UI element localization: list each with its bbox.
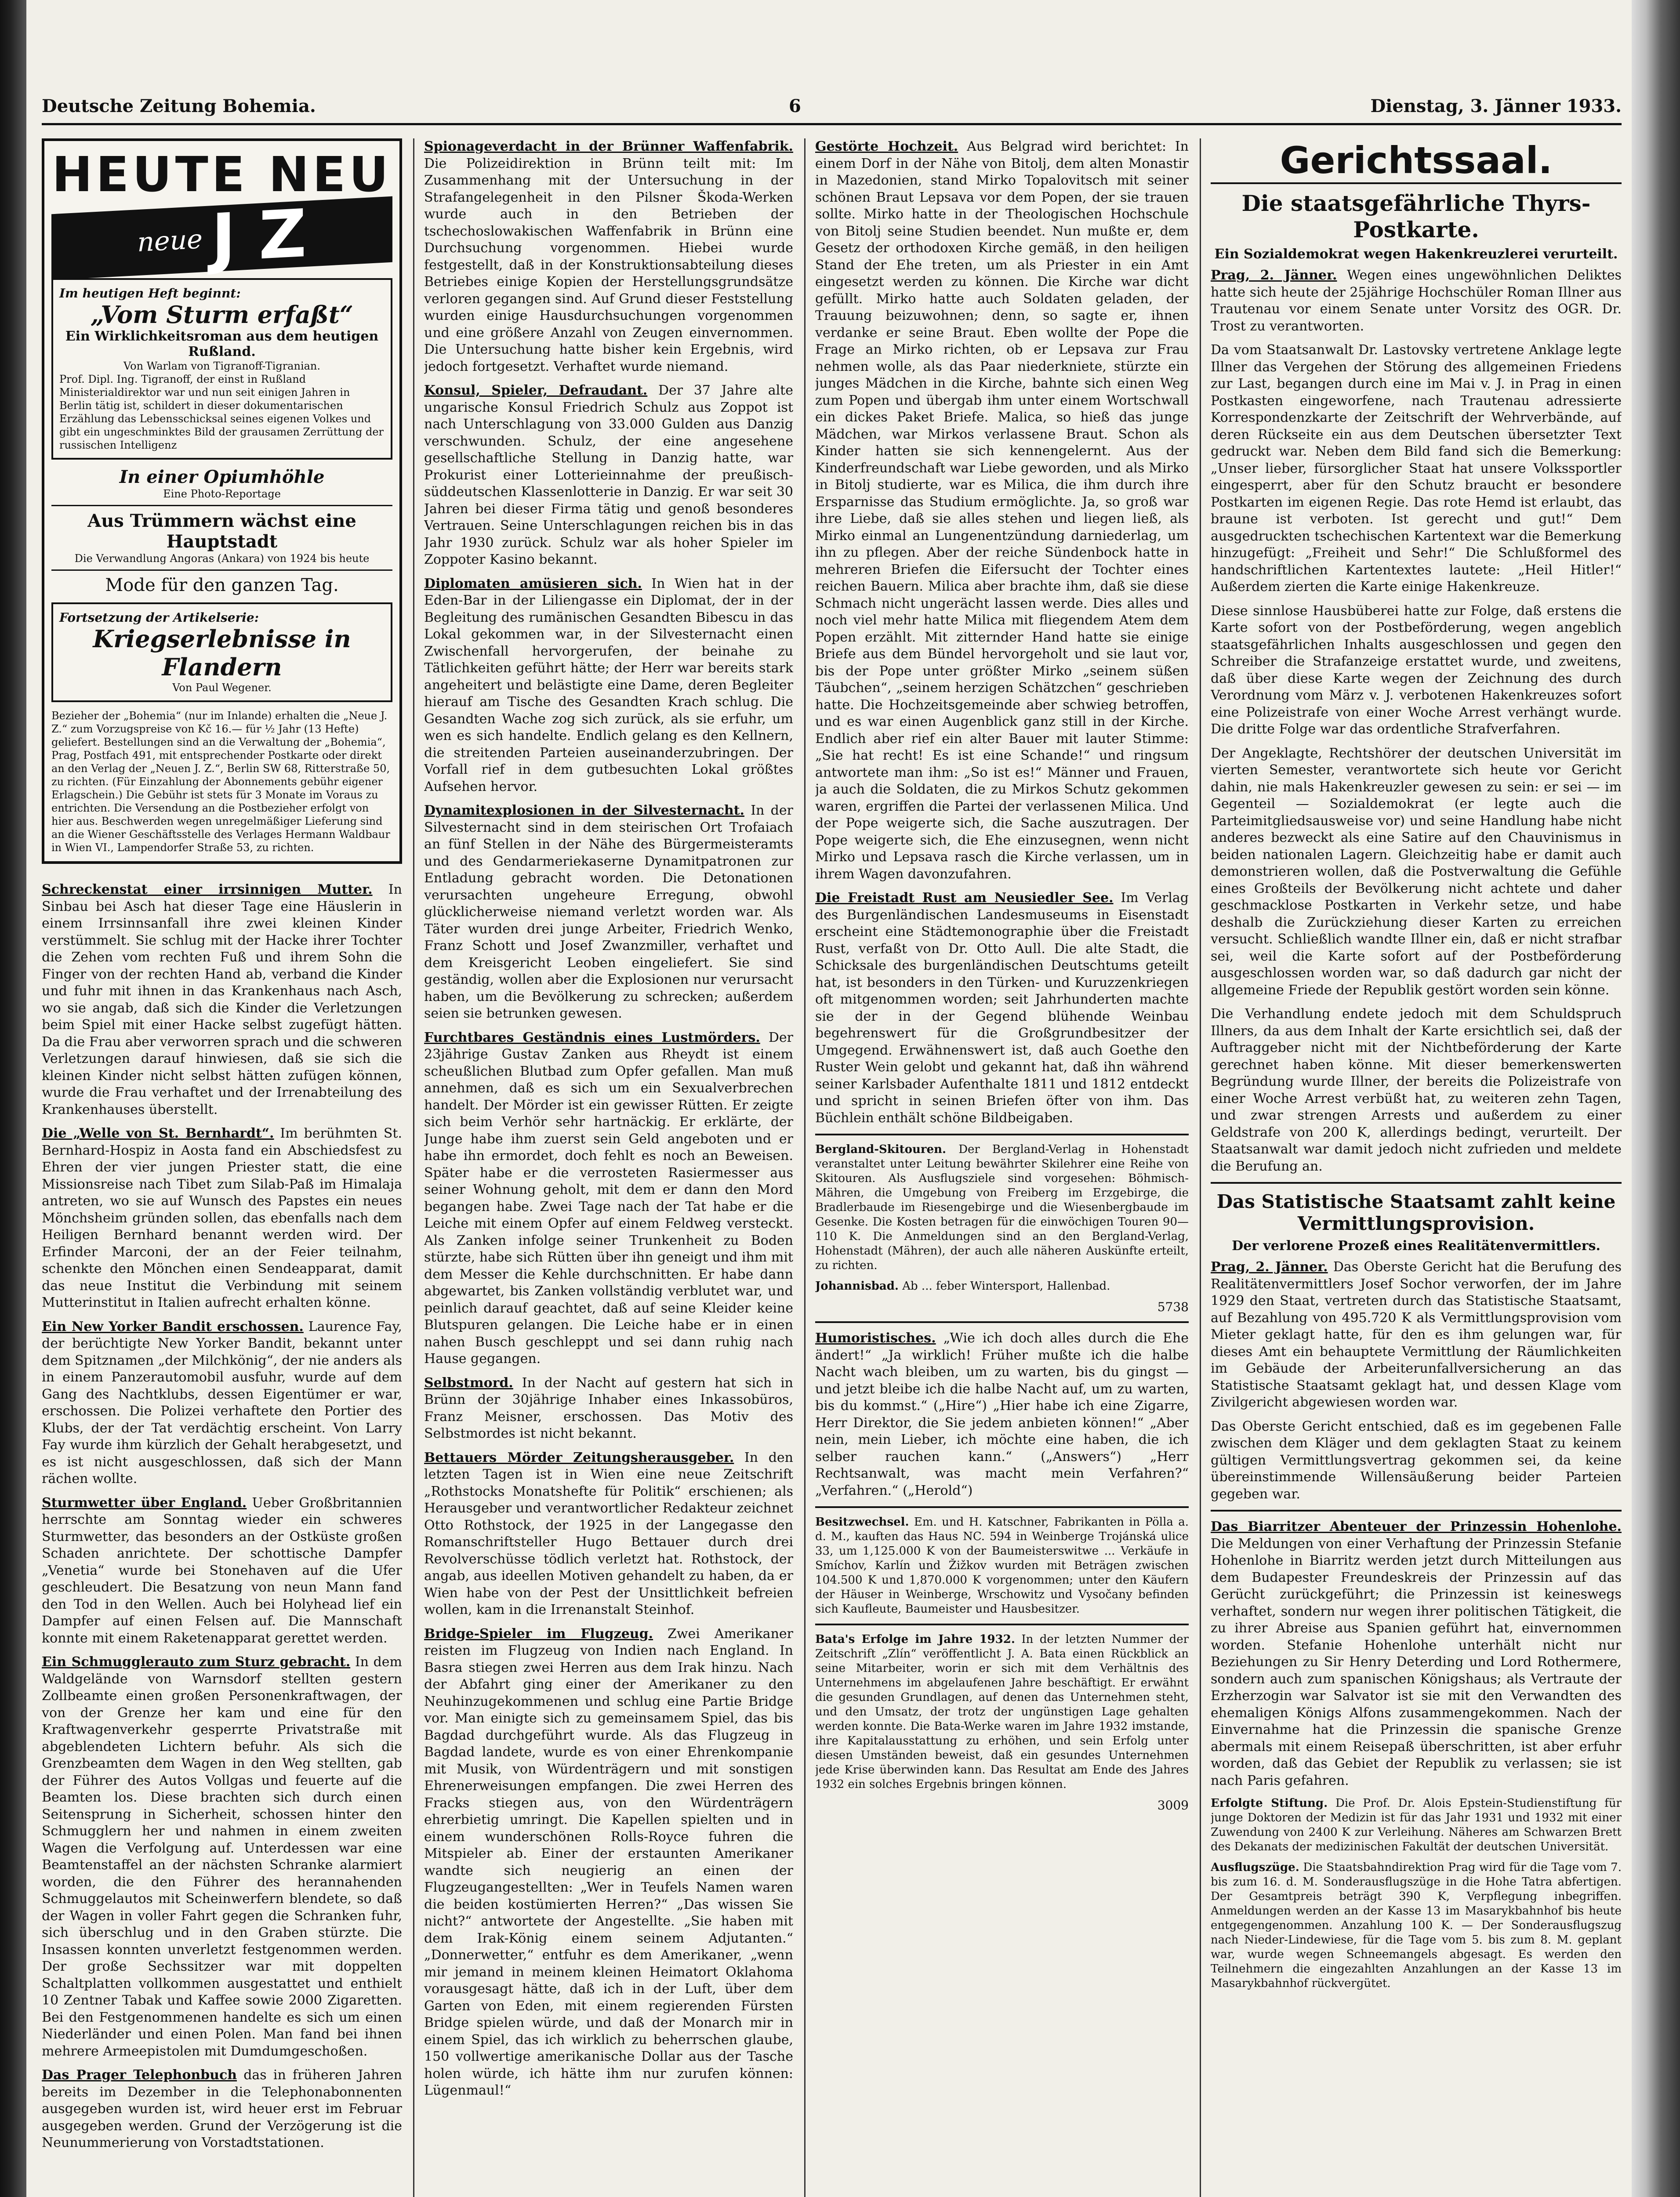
divider [815, 1506, 1189, 1508]
article: Bridge-Spieler im Flugzeug. Zwei Amerikaner reisten im Flugzeug von Indien nach England. In Basra stiegen zwei Herren aus dem Irak hinzu. Nach der Abfahrt ging einer der Amerikaner zu den Neuhinzugekommenen und schlug eine Partie Bridge vor. Man einigte sich zu gemeinsamem Spiel, das bis Bagdad durchgeführt wurde. Als das Flugzeug in Bagdad landete, wurde es von einer Ehrenkompanie mit Musik, von Würdenträgern und mit sonstigen Ehrenerweisungen empfangen. Die zwei Herren des Fracks stiegen aus, von den Würdenträgern ehrerbietig umringt. Die Kapellen spielten und in einem wunderschönen Rolls-Royce fuhren die Mitspieler ab. Einer der erstaunten Amerikaner wandte sich neugierig an einen der Flugzeugangestellten: „Wer in Teufels Namen waren die beiden kostümierten Herren?“ „Das wissen Sie nicht?“ antwortete der Angestellte. „Sie haben mit dem Irak-König einem seinem Adjutanten.“ „Donnerwetter,“ entfuhr es dem Amerikaner, „wenn mir jemand in meinem kleinen Heimatort Oklahoma vorausgesagt hätte, daß ich in der Luft, über dem Garten von Eden, mit einem regierenden Fürsten Bridge spielen würde, und daß der Monarch mir in einem Spiel, das ich wirklich zu beherrschen glaube, 150 vollwertige amerikanische Dollar aus der Tasche holen würde, ich hätte ihm nur zurufen können: Lügenmaul!“ [424, 1626, 793, 2098]
ad-code: 3009 [1157, 1798, 1189, 1813]
page-number: 6 [789, 96, 801, 116]
divider [51, 505, 392, 506]
ad-feature-title: „Vom Sturm erfaßt“ [91, 301, 353, 329]
ad-feature-subtitle: Ein Wirklichkeitsroman aus dem heutigen Rußland. [65, 329, 379, 359]
divider [815, 1134, 1189, 1135]
article: Humoristisches. „Wie ich doch alles durch die Ehe ändert!“ „Ja wirklich! Früher mußte ich die halbe Nacht wach bleiben, um zu warten, bis du gingst — und jetzt bleibe ich die halbe Nacht auf, um zu warten, bis du kommst.“ („Hire“) „Hier habe ich eine Zigarre, Herr Direktor, die Sie jedem anbieten können!“ „Aber nein, mein Lieber, ich möchte eine haben, die ich selber rauchen kann.“ („Answers“) „Herr Rechtsanwalt, was macht mein Verfahren?“ „Verfahren.“ („Herold“) [815, 1331, 1189, 1498]
notice: Besitzwechsel. Em. und H. Katschner, Fabrikanten in Pölla a. d. M., kauften das Haus NC. 594 in Weinberge Trojánská ulice 33, um 1,125.000 K von der Baumeisterswitwe ... Verkäufe in Smíchov, Karlín und Žižkov wurden mit Beträgen zwischen 104.500 K und 1,870.000 K vorgenommen; unter den Käufern der Häuser in Weinberge, Wrschowitz und Vysočany befinden sich Kaufleute, Baumeister und Hausbesitzer. [815, 1515, 1189, 1616]
notice: Ausflugszüge. Die Staatsbahndirektion Prag wird für die Tage vom 7. bis zum 16. d. M. Sonderausflugszüge in die Hohe Tatra abfertigen. Der Gesamtpreis beträgt 390 K, Verpflegung inbegriffen. Anmeldungen werden an der Kasse 13 im Masarykbahnhof bis heute entgegengenommen. Anzahlung 100 K. — Der Sonderausflugszug nach Nieder-Lindewiese, für die Tage vom 5. bis zum 8. M. geplant war, wurde wegen Schneemangels abgesagt. Es werden den Teilnehmern die eingezahlten Anzahlungen an der Kasse 13 im Masarykbahnhof rückvergütet. [1211, 1861, 1622, 1990]
article: Prag, 2. Jänner. Wegen eines ungewöhnlichen Deliktes hatte sich heute der 25jährige Hochschüler Roman Illner aus Trautenau vor einem Senate unter Vorsitz des OGR. Dr. Trost zu verantworten. [1211, 268, 1622, 334]
ad-item: Mode für den ganzen Tag. [105, 575, 339, 595]
article: Gestörte Hochzeit. Aus Belgrad wird berichtet: In einem Dorf in der Nähe von Bitolj, dem alten Monastir in Mazedonien, stand Mirko Topalovitsch mit seiner schönen Braut Lepsava vor dem Popen, der sie trauen sollte. Mirko hatte in der Theologischen Hochschule von Bitolj seine Studien beendet. Nun mußte er, dem Gesetz der orthodoxen Kirche gemäß, in den heiligen Stand der Ehe treten, um als Priester in ein Amt eingesetzt werden zu können. Die Kirche war dicht gefüllt. Mirko hatte auch Soldaten geladen, der Trauung beizuwohnen; denn, so sagte er, ihnen verdanke er seine Braut. Eben wollte der Pope die Frage an Mirko richten, ob er Lepsava zur Frau nehmen wolle, als das Paar niederkniete, stürzte ein junges Mädchen in die Kirche, bahnte sich einen Weg zum Popen und übergab ihm unter einem Wortschwall ein dickes Paket Briefe. Malica, so hieß das junge Mädchen, war Mirkos verlassene Braut. Schon als Kinder hatten sie sich kennengelernt. Aus der Kinderfreundschaft war Liebe geworden, und als Mirko in Bitolj studierte, war es Milica, die ihm durch ihre Ersparnisse das Studium ermöglichte. Ja, so groß war ihre Liebe, daß sie alles stehen und liegen ließ, als Mirko einmal an Lungenentzündung darniederlag, um ihn zu pflegen. Aber der reiche Sündenbock hatte in mehreren Briefen die Eifersucht der Tochter eines reichen Bauern. Milica aber brachte ihm, daß sie diese Schmach nicht ungerächt lassen werde. Dies alles und noch viel mehr hatte Milica mit fliegendem Atem dem Popen erzählt. Mit zitternder Hand hatte sie einige Briefe aus dem Bündel hervorgeholt und sie laut vor, bis der Pope unter größter Mirko „seinem süßen Täubchen“, „seinem herzigen Schätzchen“ geschrieben hatte. Die Hochzeitsgemeinde aber schwieg betroffen, und es war einen Augenblick ganz still in der Kirche. Endlich aber rief ein alter Bauer mit lauter Stimme: „Sie hat recht! Es ist eine Schande!“ und ringsum antwortete man ihm: „So ist es!“ Männer und Frauen, ja auch die Soldaten, die zu Mirkos Schutz gekommen waren, ergriffen die Partei der verlassenen Milica. Und der Pope weigerte sich, die Sache auszutragen. Der Pope weigerte sich, die Ehe einzusegnen, wenn nicht Mirko und Lepsava rasch die Kirche verlassen, um in ihrem Wagen davonzufahren. [815, 139, 1189, 882]
article: Dynamitexplosionen in der Silvesternacht. In der Silvesternacht sind in dem steirischen Ort Trofaiach an fünf Stellen in der Nähe des Bürgermeisteramts und des Gendarmeriekaserne Dynamitpatronen zur Entladung gebracht worden. Die Detonationen verursachten ungeheure Erregung, obwohl glücklicherweise niemand verletzt worden war. Als Täter wurden drei junge Arbeiter, Friedrich Wenko, Franz Schott und Josef Zwanzmiller, verhaftet und dem Kreisgericht Leoben eingeliefert. Sie sind geständig, wollen aber die Explosionen nur verursacht haben, um die Bevölkerung zu schrecken; außerdem seien sie betrunken gewesen. [424, 803, 793, 1021]
ad-item-sub: Eine Photo-Reportage [163, 488, 281, 500]
article: Das Oberste Gericht entschied, daß es im gegebenen Falle zwischen dem Kläger und dem geklagten Staat zu keinem gültigen Vermittlungsvertrag gekommen sei, da keine übereinstimmende Willensäußerung beider Parteien gegeben war. [1211, 1418, 1622, 1502]
article: Ein Schmugglerauto zum Sturz gebracht. In dem Waldgelände von Warnsdorf stellten gestern Zollbeamte einen großen Personenkraftwagen, der von der Grenze her kam und eine für den Kraftwagenverkehr gesperrte Privatstraße mit abgeblendeten Lichtern befuhr. Als sich die Grenzbeamten dem Wagen in den Weg stellten, gab der Führer des Autos Vollgas und feuerte auf die Beamten los. Diese brachten sich durch einen Seitensprung in Sicherheit, schossen hinter den Schmugglern her und nahmen in einem zweiten Wagen die Verfolgung auf. Unterdessen war eine Beamtenstaffel an der nächsten Schranke alarmiert worden, die den Führer des herannahenden Schmuggelautos mit Scheinwerfern blendete, so daß der Wagen in voller Fahrt gegen die Schranken fuhr, sich überschlug und in den Graben stürzte. Die Insassen konnten unverletzt festgenommen werden. Der große Sechssitzer war mit doppelten Schaltplatten vollkommen ausgestattet und enthielt 10 Zentner Tabak und Kaffee sowie 2000 Zigaretten. Bei den Festgenommenen handelte es sich um einen Niederländer und einen Polen. Man fand bei ihnen mehrere Armeepistolen mit Dumdumgeschoßen. [42, 1654, 402, 2059]
article: Konsul, Spieler, Defraudant. Der 37 Jahre alte ungarische Konsul Friedrich Schulz aus Zoppot ist nach Unterschlagung von 33.000 Gulden aus Danzig verschwunden. Schulz, der eine angesehene gesellschaftliche Stellung in Danzig hatte, war Prokurist einer Lotterieinnahme der preußisch-süddeutschen Klassenlotterie in Danzig. Er war seit 30 Jahren bei dieser Firma tätig und genoß besonderes Vertrauen. Seine Unterschlagungen reichen bis in das Jahr 1930 zurück. Schulz war als hoher Spieler im Zoppoter Kasino bekannt. [424, 383, 793, 567]
ad-item: Aus Trümmern wächst eine Hauptstadt [87, 511, 356, 552]
column-3 [815, 138, 1189, 1813]
article: Ein New Yorker Bandit erschossen. Laurence Fay, der berüchtigte New Yorker Bandit, bekannt unter dem Spitznamen „der Milchkönig“, der nie anders als in einem Panzerautomobil ausfuhr, wurde auf dem Gang des Nachtklubs, dessen Eigentümer er war, erschossen. Die Polizei verhaftete den Portier des Klubs, der der Tat verdächtig erscheint. Von Larry Fay wurde ihm kürzlich der Gehalt herabgesetzt, und es ist nicht ausgeschlossen, daß sich der Mann rächen wollte. [42, 1319, 402, 1486]
advertisement-neue-jz [42, 138, 402, 864]
divider [1211, 1510, 1622, 1512]
ad-feature-box [51, 278, 392, 460]
column-rule [413, 138, 414, 2197]
divider [51, 569, 392, 571]
ad-series-intro: Fortsetzung der Artikelserie: [59, 610, 259, 625]
notice: Bergland-Skitouren. Der Bergland-Verlag in Hohenstadt veranstaltet unter Leitung bewährter Skilehrer eine Reihe von Skitouren. Als Ausflugsziele sind vorgesehen: Böhmisch-Mähren, die Umgebung von Freiberg im Erzgebirge, die Bradlerbaude im Riesengebirge und die Wiesenbergbaude im Gesenke. Die Kosten betragen für die einwöchigen Touren 90—110 K. Die Anmeldungen sind an den Bergland-Verlag, Hohenstadt (Mähren), der auch alle näheren Auskünfte erteilt, zu richten. [815, 1143, 1189, 1272]
ad-logo-band [51, 196, 392, 280]
ad-series-title: Kriegserlebnisse in Flandern [93, 625, 351, 681]
article: Selbstmord. In der Nacht auf gestern hat sich in Brünn der 30jährige Inhaber eines Inkassobüros, Franz Meisner, erschossen. Das Motiv des Selbstmordes ist nicht bekannt. [424, 1375, 793, 1441]
divider [815, 1321, 1189, 1323]
paper-name: Deutsche Zeitung Bohemia. [42, 96, 316, 116]
ad-feature-author: Von Warlam von Tigranoff-Tigranian. [123, 360, 321, 372]
scan-edge-right [1632, 0, 1680, 2197]
notice: Erfolgte Stiftung. Die Prof. Dr. Alois Epstein-Studienstiftung für junge Doktoren der Medizin ist für das Jahr 1931 und 1932 mit einer Zuwendung von 2400 K zur Verleihung. Näheres am Schwarzen Brett des Dekanats der medizinischen Fakultät der deutschen Universität. [1211, 1797, 1622, 1853]
article: Schreckenstat einer irrsinnigen Mutter. In Sinbau bei Asch hat dieser Tage eine Häuslerin in einem Irrsinnsanfall ihre zwei kleinen Kinder verstümmelt. Sie schlug mit der Hacke ihrer Tochter die Zehen vom rechten Fuß und ihrem Sohn die Finger von der rechten Hand ab, verband die Kinder und fuhr mit ihnen in das Krankenhaus nach Asch, wo sie angab, daß sich die Kinder die Verletzungen beim Spiel mit einer Hacke selbst zugefügt hätten. Da die Frau aber verworren sprach und die schweren Verletzungen darauf hinwiesen, daß sie sich die kleinen Kinder nicht selbst hätten zufügen können, wurde die Frau verhaftet und der Irrenabteilung des Krankenhauses überstellt. [42, 882, 402, 1117]
ad-item: In einer Opiumhöhle [119, 467, 325, 487]
article-title: Die staatsgefährliche Thyrs-Postkarte. [1241, 190, 1591, 243]
article: Sturmwetter über England. Ueber Großbritannien herrschte am Sonntag wieder ein schweres Sturmwetter, das besonders an der Ostküste großen Schaden anrichtete. Der schottische Dampfer „Venetia“ wurde bei Stonehaven auf die Ufer geschleudert. Die Besatzung von neun Mann fand den Tod in den Wellen. Auch bei Holyhead lief ein Dampfer auf einen Felsen auf. Die Mannschaft konnte mit einem Raketenapparat gerettet werden. [42, 1495, 402, 1646]
ad-logo: J Z [211, 195, 307, 277]
article: Der Angeklagte, Rechtshörer der deutschen Universität im vierten Semester, verantwortete sich heute vor Gericht dahin, nie mals Hakenkreuzler gewesen zu sein: er sei — im Gegenteil — Sozialdemokrat (er legte auch die Parteimitgliedsausweise vor) und seine Handlung habe nicht anderes bezweckt als eine Satire auf den Chauvinismus in beiden nationalen Lagern. Gleichzeitig habe er damit auch demonstrieren wollen, daß die Postverwaltung die Gefühle eines Großteils der Bevölkerung nicht achtete und daher geschmacklose Postkarten in Verkehr setze, und habe deshalb die Zurückziehung dieser Karten zu erreichen versucht. Schließlich wandte Illner ein, daß er nicht strafbar sei, weil die Karte sofort auf der Postbeförderung ausgeschlossen worden war, so daß dadurch gar nicht der allgemeine Friede der Republik gestört worden sein könne. [1211, 745, 1622, 998]
divider [815, 1624, 1189, 1625]
ad-subscription-info: Bezieher der „Bohemia“ (nur im Inlande) erhalten die „Neue J. Z.“ zum Vorzugspreise von Kč 16.— für ½ Jahr (13 Hefte) geliefert. Bestellungen sind an die Verwaltung der „Bohemia“, Prag, Postfach 491, mit entsprechender Postkarte oder direkt an den Verlag der „Neuen J. Z.“, Berlin SW 68, Ritterstraße 50, zu richten. (Für Einzahlung der Abonnements gebühr eigener Erlagschein.) Die Gebühr ist stets für 3 Monate im Voraus zu entrichten. Die Versendung an die Postbezieher erfolgt von hier aus. Beschwerden wegen unregelmäßiger Lieferung sind an die Wiener Geschäftsstelle des Verlages Hermann Waldbaur in Wien VI., Lampendorfer Straße 53, zu richten. [51, 710, 390, 854]
article: Da vom Staatsanwalt Dr. Lastovsky vertretene Anklage legte Illner das Vergehen der Störung des allgemeinen Friedens zur Last, begangen durch eine im Mai v. J. in Prag in einen Postkasten eingeworfene, nach Trautenau adressierte Korrespondenzkarte der Zeitschrift der Wehrverbände, auf deren Rückseite ein aus dem Deutschen übersetzter Text gedruckt war. Neben dem Bild fand sich die Bemerkung: „Unser lieber, fürsorglicher Staat hat unsere Volkssportler eingesperrt, aber für den Schutz braucht er besondere Postkarten im eigenen Regie. Das rote Hemd ist erlaubt, das braune ist verboten. Ist gerecht und gut!“ Dem ausgedruckten tschechischen Kartentext war die Bemerkung hinzugefügt: „Freiheit und Sehr!“ Die Schlußformel des handschriftlichen Kartentextes lautete: „Heil Hitler!“ Außerdem zierten die Karte einige Hakenkreuze. [1211, 342, 1622, 595]
notice: Bata's Erfolge im Jahre 1932. In der letzten Nummer der Zeitschrift „Zlín“ veröffentlicht J. A. Bata einen Rückblick an seine Mitarbeiter, worin er sich mit dem Verhältnis des Unternehmens im abgelaufenen Jahre beschäftigt. Er erwähnt die gesunden Grundlagen, auf denen das Unternehmen steht, und den Umsatz, der trotz der ungünstigen Lage gehalten werden konnte. Die Bata-Werke waren im Jahre 1932 imstande, ihre Kapitalausstattung zu erhöhen, und sein Erfolg unter diesen Umständen beweist, daß ein gesundes Unternehmen jede Krise überwinden kann. Das Resultat am Ende des Jahres 1932 ein solches Ergebnis bringen können. [815, 1633, 1189, 1791]
ad-series-author: Von Paul Wegener. [172, 682, 272, 694]
column-4 [1211, 138, 1622, 1997]
section-title: Gerichtssaal. [1211, 138, 1622, 184]
notice: Johannisbad. Ab ... feber Wintersport, Hallenbad. [815, 1280, 1110, 1293]
article: Diese sinnlose Hausbüberei hatte zur Folge, daß erstens die Karte sofort von der Postbeförderung, wegen angeblich staatsgefährlichen Inhalts ausgeschlossen und gegen den Schreiber die Strafanzeige erstattet wurde, und zweitens, daß über diese Karte wegen der Zeichnung des durch Verordnung vom März v. J. verbotenen Hakenkreuzes sofort eine Polizeistrafe von einer Woche Arrest verhängt wurde. Die dritte Folge war das ordentliche Strafverfahren. [1211, 603, 1622, 737]
article: Die Verhandlung endete jedoch mit dem Schuldspruch Illners, da aus dem Inhalt der Karte ersichtlich sei, daß der Auftraggeber nicht mit der Nichtbeförderung der Karte gerechnet haben könne. Mit dieser bemerkenswerten Begründung wurde Illner, der bereits die Polizeistrafe von einer Woche Arrest verbüßt hat, zu weiteren zehn Tagen, und zwar strengen Arrests und außerdem zu einer Geldstrafe von 200 K, allerdings bedingt, verurteilt. Der Staatsanwalt war damit jedoch nicht zufrieden und meldete die Berufung an. [1211, 1006, 1622, 1174]
column-1 [42, 138, 402, 2159]
article: Die „Welle von St. Bernhardt“. Im berühmten St. Bernhard-Hospiz in Aosta fand ein Abschiedsfest zu Ehren der vier jungen Priester statt, die eine Missionsreise nach Tibet zum Silab-Paß im Himalaja antreten, wo sie auf Wunsch des Papstes ein neues Mönchsheim gründen sollen, das ebenfalls nach dem Heiligen Bernhard benannt werden wird. Der Erfinder Marconi, der an der Feier teilnahm, schenkte den Mönchen einen Sendeapparat, damit das neue Institut die Verbindung mit seinem Mutterinstitut in Italien aufrecht erhalten könne. [42, 1126, 402, 1310]
article: Bettauers Mörder Zeitungsherausgeber. In den letzten Tagen ist in Wien eine neue Zeitschrift „Rothstocks Monatshefte für Politik“ erschienen; als Herausgeber und verantwortlicher Redakteur zeichnet Otto Rothstock, der 1925 in der Langegasse den Romanschriftsteller Hugo Bettauer durch drei Revolverschüsse tödlich verletzt hat. Rothstock, der angab, aus ideellen Motiven gehandelt zu haben, da er Wien habe von der Pest der Unsittlichkeit befreien wollen, kam in die Irrenanstalt Steinhof. [424, 1450, 793, 1617]
divider [1211, 1182, 1622, 1184]
article: Prag, 2. Jänner. Das Oberste Gericht hat die Berufung des Realitätenvermittlers Josef Sochor verworfen, der im Jahre 1929 den Staat, vertreten durch das Statistische Staatsamt, auf Bezahlung von 495.720 K als Vermittlungsprovision vom Mieter geklagt hatte, für den es ihm gelungen war, für dieses Amt ein behauptete Vermittlung der Räumlichkeiten im Gebäude der Arbeiterunfallversicherung an das Statistische Staatsamt geklagt hat, und dessen Klage vom Zivilgericht abgewiesen worden war. [1211, 1259, 1622, 1410]
column-rule [804, 138, 806, 2197]
newspaper-page [42, 92, 1622, 2197]
issue-date: Dienstag, 3. Jänner 1933. [1370, 96, 1622, 116]
ad-code: 5738 [1157, 1300, 1189, 1314]
article: Das Biarritzer Abenteuer der Prinzessin Hohenlohe. Die Meldungen von einer Verhaftung der Prinzessin Stefanie Hohenlohe in Biarritz werden jetzt durch Mitteilungen aus dem Budapester Freundeskreis der Prinzessin auf das Gerücht zurückgeführt; die Prinzessin ist keineswegs verhaftet, sondern nur wegen ihrer politischen Tätigkeit, die zu ihrer Abreise aus Spanien geführt hat, einvernommen worden. Stefanie Hohenlohe unterhält nicht nur Beziehungen zu Sir Henry Deterding und Lord Rothermere, sondern auch zum spanischen Königshaus; als Vertraute der Erzherzogin war Salvator ist sie mit den Verwandten des ehemaligen Königs Alfons zusammengekommen. Nach der Einvernahme hat die Prinzessin die spanische Grenze abermals mit einem Reisepaß überschritten, ist aber erfuhr worden, daß das Gebiet der Republik zu verlassen; sie ist nach Paris gefahren. [1211, 1519, 1622, 1788]
article-subtitle: Ein Sozialdemokrat wegen Hakenkreuzlerei verurteilt. [1214, 247, 1618, 262]
ad-feature-intro: Im heutigen Heft beginnt: [59, 286, 241, 301]
article: Spionageverdacht in der Brünner Waffenfabrik. Die Polizeidirektion in Brünn teilt mit: Im Zusammenhang mit der Untersuchung in der Strafangelegenheit in den Pilsner Škoda-Werken wurde auch in den Betrieben der tschechoslowakischen Waffenfabrik in Brünn eine Durchsuchung vorgenommen. Hiebei wurde festgestellt, daß in der Konstruktionsabteilung dieses Betriebes einige Kopien der Herstellungsgrundsätze verloren gegangen sind. Auf Grund dieser Feststellung wurden einige Hausdurchsuchungen vorgenommen und eine größere Anzahl von Zeugen einvernommen. Die Untersuchung hatte bisher kein Ergebnis, wird jedoch fortgesetzt. Verhaftet wurde niemand. [424, 139, 793, 374]
article: Die Freistadt Rust am Neusiedler See. Im Verlag des Burgenländischen Landesmuseums in Eisenstadt erscheint eine Städtemonographie über die Freistadt Rust, verfaßt von Dr. Otto Aull. Die alte Stadt, die Schicksale des burgenländischen Deutschtums geteilt hat, ist besonders in den Türken- und Kuruzzenkriegen oft mitgenommen worden; seit Jahrhunderten machte sie der in der Gegend blühende Weinbau begehrenswert für die Großgrundbesitzer der Umgegend. Erwähnenswert ist, daß auch Goethe den Ruster Wein gelobt und gekannt hat, daß ihn während seiner Karlsbader Aufenthalte 1811 und 1812 entdeckt und spricht in seinen Briefen öfter von ihm. Das Büchlein enthält schöne Bildbeigaben. [815, 890, 1189, 1126]
article: Das Prager Telephonbuch das in früheren Jahren bereits im Dezember in die Telephonabonnenten ausgegeben wurden ist, wird heuer erst im Februar ausgegeben werden. Grund der Verzögerung ist die Neunummerierung von Vorstadtstationen. [42, 2067, 402, 2150]
ad-feature-description: Prof. Dipl. Ing. Tigranoff, der einst in Rußland Ministerialdirektor war und nun seit einigen Jahren in Berlin tätig ist, schildert in dieser dokumentarischen Erzählung das Lebensschicksal seines eigenen Volkes und gibt ein ungeschminktes Bild der grausamen Zerrüttung der russischen Intelligenz [59, 373, 384, 451]
column-rule [1200, 138, 1201, 2197]
ad-item-sub: Die Verwandlung Angoras (Ankara) von 1924 bis heute [74, 552, 370, 565]
ad-logo-small: neue [137, 224, 203, 258]
article: Furchtbares Geständnis eines Lustmörders. Der 23jährige Gustav Zanken aus Rheydt ist einem scheußlichen Blutbad zum Opfer gefallen. Man muß annehmen, daß es sich um ein Sexualverbrechen handelt. Der Mörder ist ein gewisser Rütten. Er zeigte sich beim Verhör sehr hartnäckig. Er erklärte, der Junge habe ihm zuerst sein Geld angeboten und er habe ihn ermordet, doch fehlt es noch an Beweisen. Später habe er die verrosteten Rasiermesser aus seiner Wohnung geholt, mit dem er dann den Mord begangen habe. Zwei Tage nach der Tat habe er die Leiche mit einem Opfer auf einem Feldweg versteckt. Als Zanken infolge seiner Trunkenheit zu Boden stürzte, habe sich Rütten über ihn geneigt und ihm mit dem Messer die Kehle durchschnitten. Er habe dann abgewartet, bis Zanken vollständig verblutet war, und peinlich darauf geachtet, daß auf seine Kleider keine Blutspuren gelangen. Die Leiche habe er in einen nahen Busch geschleppt und sei dann ruhig nach Hause gegangen. [424, 1030, 793, 1367]
scan-edge-left [0, 0, 26, 2197]
article-subtitle: Der verlorene Prozeß eines Realitätenvermittlers. [1232, 1238, 1600, 1254]
article: Diplomaten amüsieren sich. In Wien hat in der Eden-Bar in der Liliengasse ein Diplomat, der in der Begleitung des rumänischen Gesandten Bibescu in das Lokal gekommen war, in der Silvesternacht einen Zwischenfall hervorgerufen, der beinahe zu Tätlichkeiten geführt hätte; der Herr war bereits stark angeheitert und belästigte eine Dame, deren Begleiter hierauf am Tische des Gesandten Krach schlug. Die Gesandten Wache zog sich zurück, als sie erfuhr, um wen es sich handelte. Endlich gelang es den Kellnern, die streitenden Parteien auseinanderzubringen. Der Vorfall rief in dem gutbesuchten Lokal größtes Aufsehen hervor. [424, 576, 793, 794]
page-header [42, 92, 1622, 125]
article-title: Das Statistische Staatsamt zahlt keine Vermittlungsprovision. [1216, 1191, 1616, 1234]
ad-headline: HEUTE NEU [52, 146, 392, 203]
column-2 [424, 138, 793, 2106]
ad-series-box [51, 602, 392, 702]
